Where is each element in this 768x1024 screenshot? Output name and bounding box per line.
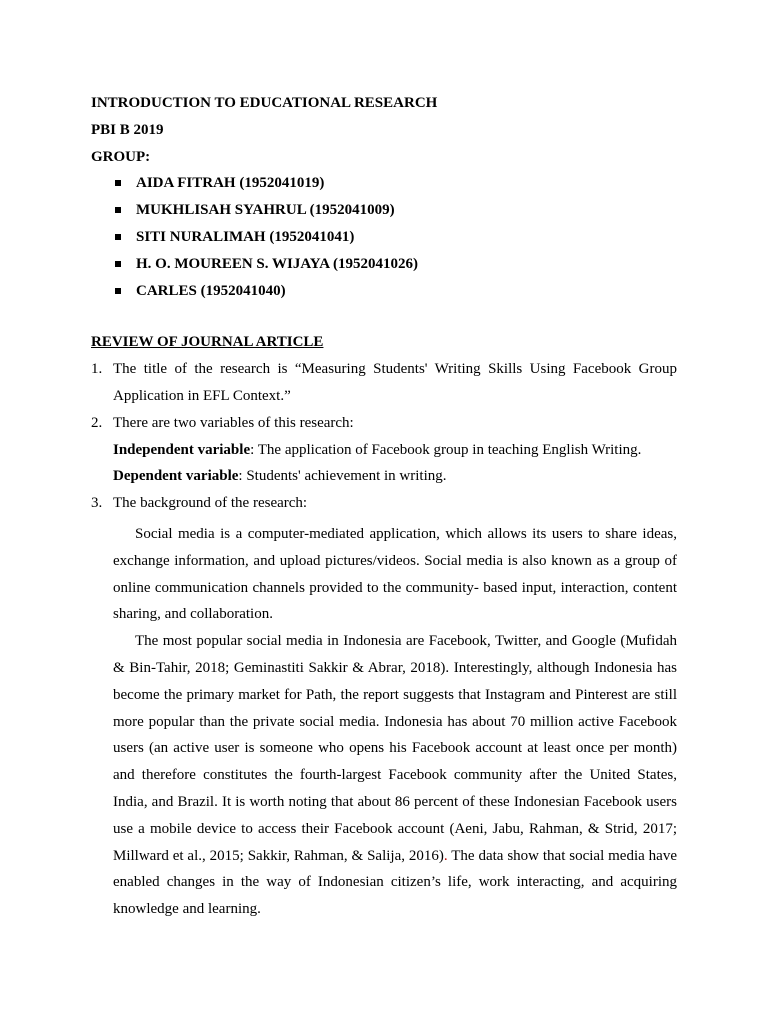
review-title: REVIEW OF JOURNAL ARTICLE xyxy=(91,334,324,351)
group-member-list xyxy=(91,170,677,304)
review-list xyxy=(91,356,677,923)
item-number: 3. xyxy=(91,495,103,512)
background-intro: The background of the research: xyxy=(113,495,308,512)
review-item-title xyxy=(91,356,677,410)
group-member: CARLES (1952041040) xyxy=(91,278,677,305)
highlighted-period: . xyxy=(443,847,448,864)
square-bullet-icon xyxy=(115,207,121,213)
review-item-background xyxy=(91,490,677,923)
dependent-variable xyxy=(113,463,677,490)
group-member: MUKHLISAH SYAHRUL (1952041009) xyxy=(91,197,677,224)
document-page xyxy=(91,90,677,923)
background-paragraph-1: Social media is a computer-mediated application, which allows its users to share ideas, exchange information, and upload pictures/videos. Social media is also known as a group of online communication channels provided to the community- based input, interaction, content sharing, and collaboration. xyxy=(113,525,677,623)
item-number: 1. xyxy=(91,361,103,378)
dependent-variable-text: : Students' achievement in writing. xyxy=(238,468,447,485)
dependent-variable-label: Dependent variable xyxy=(113,468,239,485)
document-header xyxy=(91,90,677,170)
class-label: PBI B 2019 xyxy=(91,121,164,138)
background-paragraph-2: The most popular social media in Indonesia are Facebook, Twitter, and Google (Mufidah & Bin-Tahir, 2018; Geminastiti Sakkir & Abrar, 2018). Interestingly, although Indonesia has become the primary market for Path, the report suggests that Instagram and Pinterest are still more popular than the private social media. Indonesia has about 70 million active Facebook users (an active user is someone who opens his Facebook account at least once per month) and therefore constitutes the fourth-largest Facebook community after the United States, India, and Brazil. It is worth noting that about 86 percent of these Indonesian Facebook users use a mobile device to access their Facebook account (Aeni, Jabu, Rahman, & Strid, 2017; Millward et al., 2015; Sakkir, Rahman, & Salija, 2016). The data show that social media have enabled changes in the way of Indonesian citizen’s life, work interacting, and acquiring knowledge and learning. xyxy=(113,633,677,918)
research-title-text: The title of the research is “Measuring Students' Writing Skills Using Facebook Group Application in EFL Context.” xyxy=(113,361,677,404)
group-member: AIDA FITRAH (1952041019) xyxy=(91,170,677,197)
group-label: GROUP: xyxy=(91,148,151,165)
variables-intro: There are two variables of this research: xyxy=(113,414,354,431)
review-item-variables xyxy=(91,410,677,490)
independent-variable-label: Independent variable xyxy=(113,441,251,458)
course-title: INTRODUCTION TO EDUCATIONAL RESEARCH xyxy=(91,95,438,111)
square-bullet-icon xyxy=(115,180,121,186)
independent-variable xyxy=(113,437,677,464)
group-member: H. O. MOUREEN S. WIJAYA (1952041026) xyxy=(91,251,677,278)
independent-variable-text: : The application of Facebook group in teaching English Writing. xyxy=(250,441,642,458)
item-number: 2. xyxy=(91,414,103,431)
square-bullet-icon xyxy=(115,261,121,267)
square-bullet-icon xyxy=(115,288,121,294)
square-bullet-icon xyxy=(115,234,121,240)
group-member: SITI NURALIMAH (1952041041) xyxy=(91,224,677,251)
